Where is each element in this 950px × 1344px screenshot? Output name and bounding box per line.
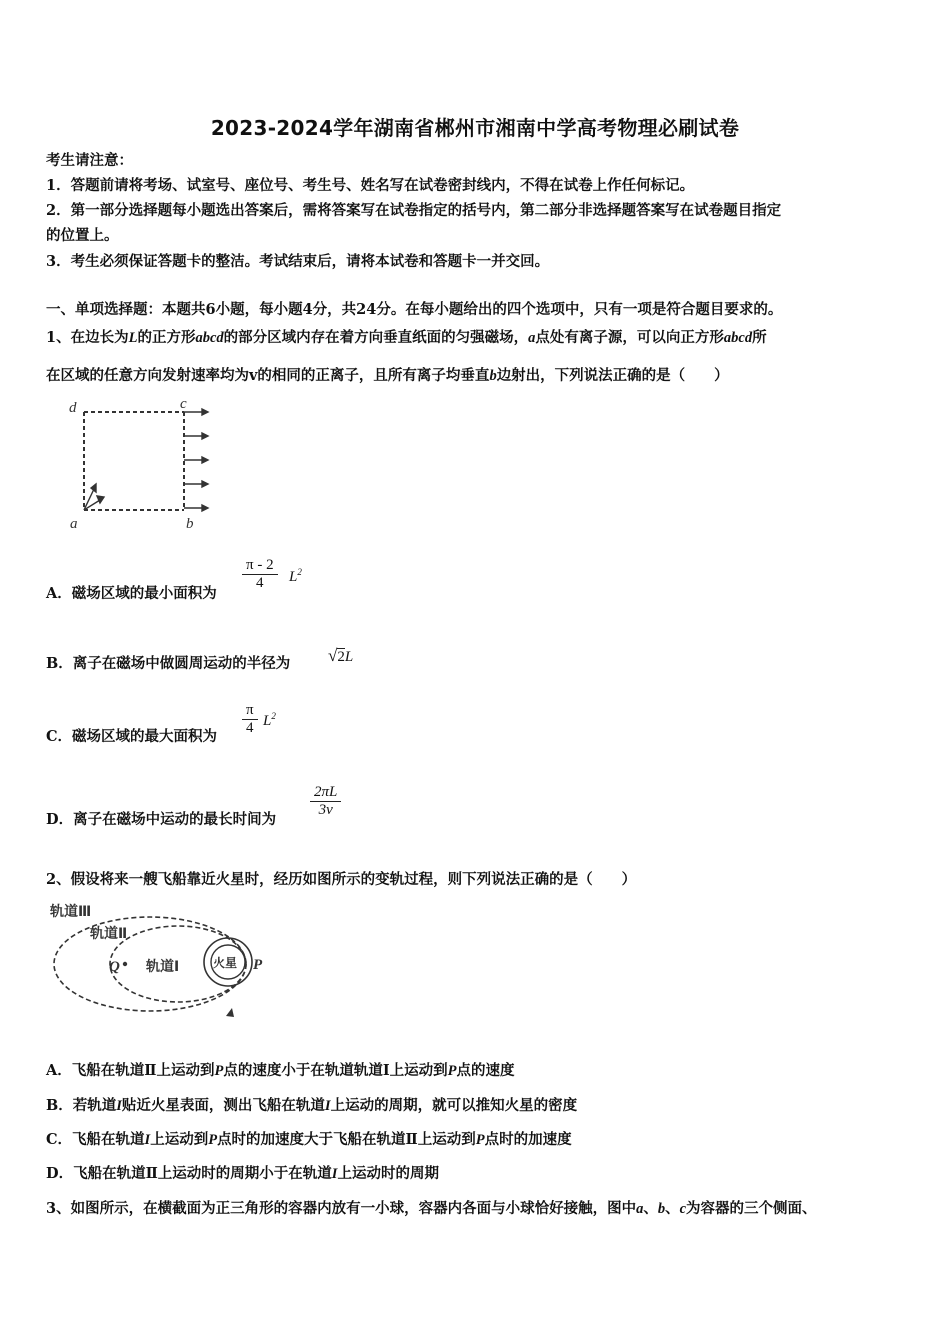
q2-stem: 2、假设将来一艘飞船靠近火星时，经历如图所示的变轨过程，则下列说法正确的是（ ） bbox=[46, 871, 637, 888]
label-orbit-1: 轨道Ⅰ bbox=[146, 959, 180, 975]
q1-option-d[interactable]: D．离子在磁场中运动的最长时间为 bbox=[46, 811, 277, 828]
q2-orbit-figure bbox=[46, 898, 276, 1022]
notice-item-3: 3．考生必须保证答题卡的整洁。考试结束后，请将本试卷和答题卡一并交回。 bbox=[46, 253, 550, 270]
q1-option-d-fraction: $\frac{2\pi L}{3v}$ bbox=[310, 784, 341, 819]
notice-heading: 考生请注意： bbox=[46, 152, 133, 169]
label-orbit-2: 轨道Ⅱ bbox=[90, 926, 128, 942]
q1-square-figure bbox=[60, 396, 220, 532]
q3-stem: 3、如图所示，在横截面为正三角形的容器内放有一小球，容器内各面与小球恰好接触，图中a、b、c为容器的三个侧面、 bbox=[46, 1200, 817, 1217]
q1-option-c-fraction: $\frac{\pi}{4}$ bbox=[242, 702, 258, 737]
label-mars: 火星 bbox=[213, 956, 238, 970]
label-d: d bbox=[69, 400, 77, 416]
q1-option-a-fraction: $\frac{\pi - 2}{4}$ bbox=[242, 557, 278, 592]
notice-item-2-cont: 的位置上。 bbox=[46, 227, 119, 244]
label-c: c bbox=[180, 396, 187, 412]
q1-stem-line1: 1、在边长为L的正方形abcd的部分区域内存在着方向垂直纸面的匀强磁场，a点处有离子源，可以向正方形abcd所 bbox=[46, 329, 767, 346]
q1-option-b-root: √2L bbox=[328, 646, 354, 665]
notice-item-1: 1．答题前请将考场、试室号、座位号、考生号、姓名写在试卷密封线内，不得在试卷上作任何标记。 bbox=[46, 177, 695, 194]
q2-option-d[interactable]: D．飞船在轨道Ⅱ上运动时的周期小于在轨道I上运动时的周期 bbox=[46, 1165, 439, 1182]
label-a: a bbox=[70, 516, 78, 532]
label-P: P bbox=[253, 957, 263, 973]
q2-option-b[interactable]: B．若轨道I贴近火星表面，测出飞船在轨道I上运动的周期，就可以推知火星的密度 bbox=[46, 1097, 578, 1114]
section-heading: 一、单项选择题：本题共6小题，每小题4分，共24分。在每小题给出的四个选项中，只有一项是符合题目要求的。 bbox=[46, 301, 783, 318]
exam-title: 2023-2024学年湖南省郴州市湘南中学高考物理必刷试卷 bbox=[210, 116, 740, 140]
notice-item-2: 2．第一部分选择题每小题选出答案后，需将答案写在试卷指定的括号内，第二部分非选择题答案写在试卷题目指定 bbox=[46, 202, 782, 219]
q1-option-a[interactable]: A．磁场区域的最小面积为 bbox=[46, 585, 217, 602]
q1-option-c-L2: $L^2$ bbox=[263, 711, 276, 729]
q1-stem-line2: 在区域的任意方向发射速率均为v的相同的正离子，且所有离子均垂直b边射出，下列说法正确的是（ ） bbox=[46, 367, 729, 384]
q1-option-c[interactable]: C．磁场区域的最大面积为 bbox=[46, 728, 218, 745]
q1-option-b[interactable]: B．离子在磁场中做圆周运动的半径为 bbox=[46, 655, 291, 672]
label-b: b bbox=[186, 516, 194, 532]
label-orbit-3: 轨道Ⅲ bbox=[50, 904, 92, 920]
q1-option-a-L2: $L^2$ bbox=[289, 567, 302, 585]
label-Q: Q bbox=[109, 959, 120, 975]
q2-option-c[interactable]: C．飞船在轨道I上运动到P点时的加速度大于飞船在轨道Ⅱ上运动到P点时的加速度 bbox=[46, 1131, 572, 1148]
q2-option-a[interactable]: A．飞船在轨道Ⅱ上运动到P点的速度小于在轨道轨道Ⅰ上运动到P点的速度 bbox=[46, 1062, 515, 1079]
